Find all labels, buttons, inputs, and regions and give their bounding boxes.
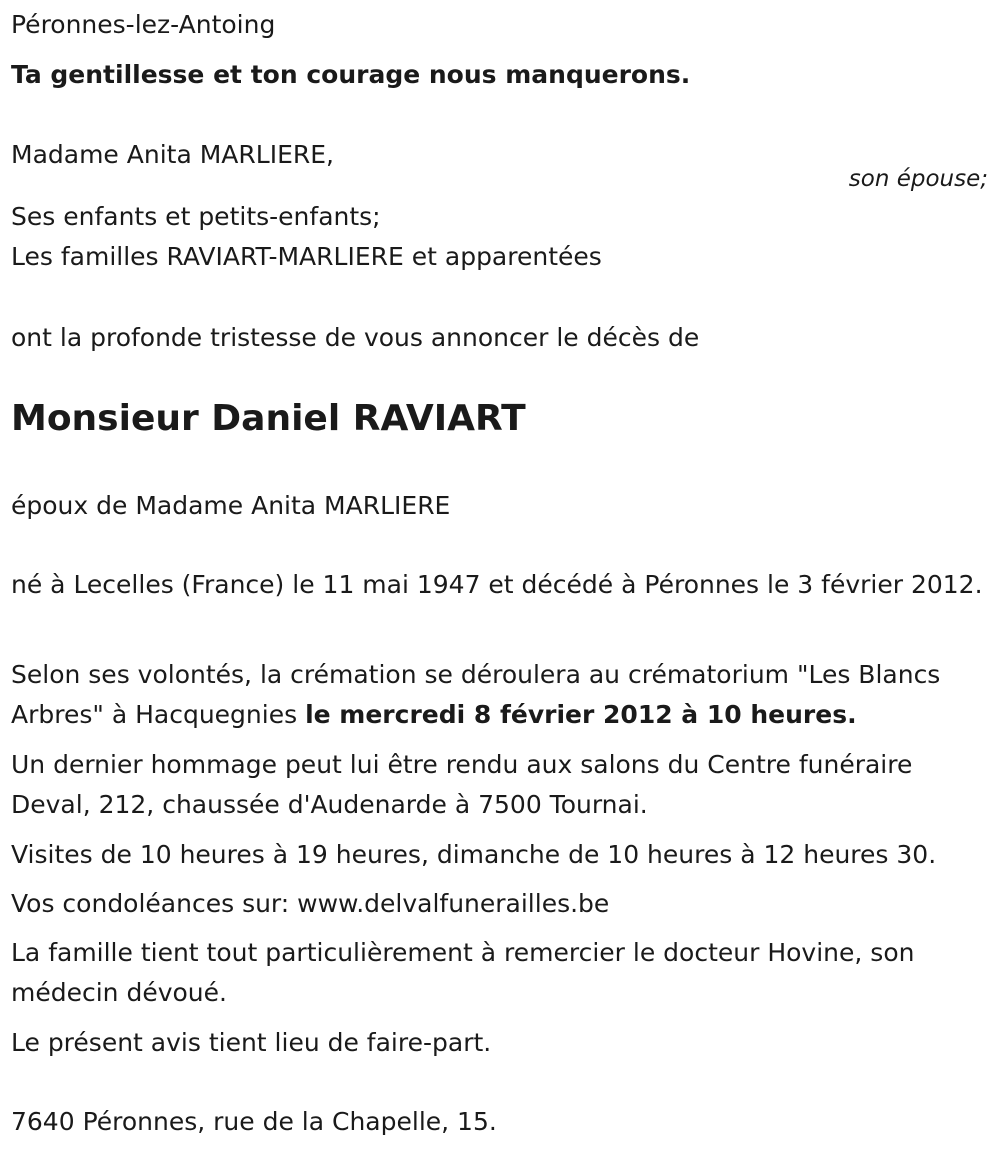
condolences-line: Vos condoléances sur: www.delvalfunerailles.be (11, 889, 610, 918)
announcement-intro: ont la profonde tristesse de vous annoncer le décès de (11, 323, 700, 352)
tribute-paragraph: Un dernier hommage peut lui être rendu aux salons du Centre funéraire Deval, 212, chaussée d'Audenarde à 7500 Tournai. (11, 750, 913, 819)
families-line: Les familles RAVIART-MARLIERE et apparentées (11, 242, 602, 271)
spouse-relation: époux de Madame Anita MARLIERE (11, 491, 451, 520)
birth-death-paragraph: né à Lecelles (France) le 11 mai 1947 et décédé à Péronnes le 3 février 2012. (11, 570, 983, 599)
spouse-name: Madame Anita MARLIERE, (11, 140, 334, 169)
cremation-paragraph (11, 655, 986, 735)
motto: Ta gentillesse et ton courage nous manquerons. (11, 60, 691, 89)
location-heading: Péronnes-lez-Antoing (11, 10, 276, 39)
notice-line: Le présent avis tient lieu de faire-part. (11, 1028, 492, 1057)
cremation-text: Selon ses volontés, la crémation se déroulera au crématorium "Les Blancs Arbres" à Hacquegnies (11, 660, 941, 729)
thanks-paragraph: La famille tient tout particulièrement à remercier le docteur Hovine, son médecin dévoué. (11, 938, 915, 1007)
deceased-name: Monsieur Daniel RAVIART (11, 398, 526, 439)
cremation-date: le mercredi 8 février 2012 à 10 heures. (305, 700, 857, 729)
children-line: Ses enfants et petits-enfants; (11, 202, 381, 231)
address-line: 7640 Péronnes, rue de la Chapelle, 15. (11, 1107, 497, 1136)
spouse-role: son épouse; (848, 166, 988, 192)
visits-line: Visites de 10 heures à 19 heures, dimanche de 10 heures à 12 heures 30. (11, 840, 937, 869)
